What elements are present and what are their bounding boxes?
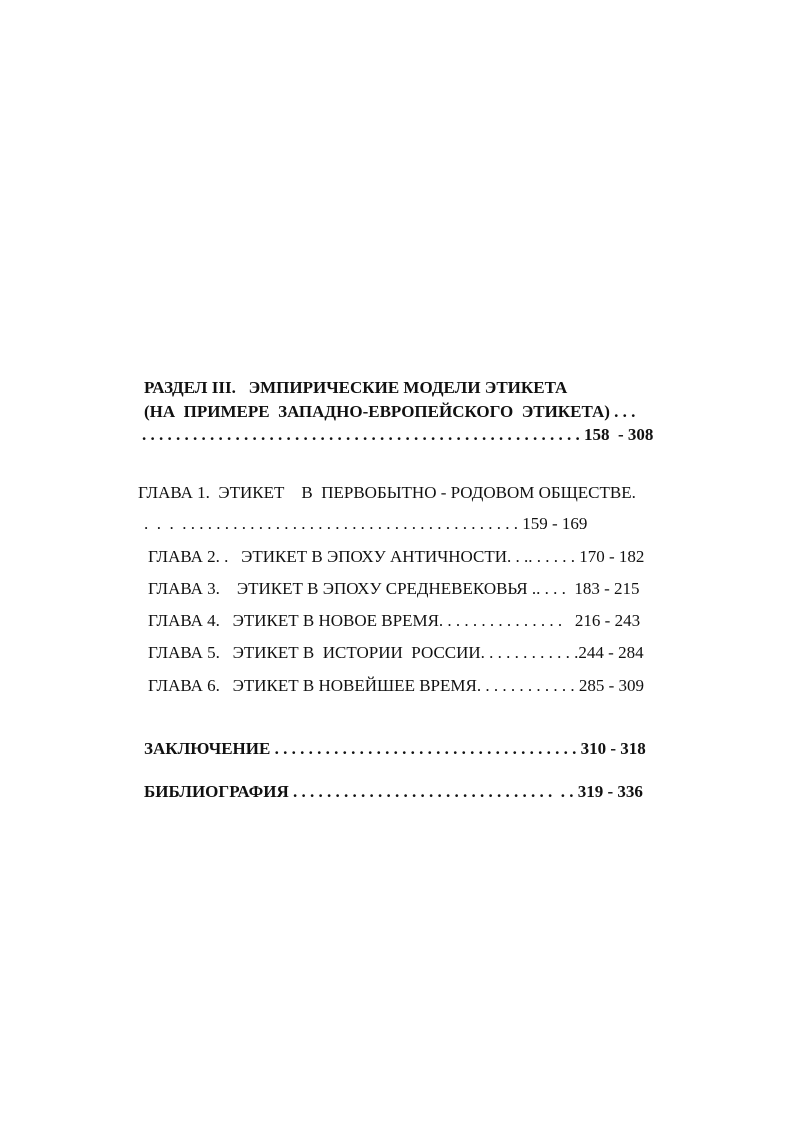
chapter-1-page-range: . . . . . . . . . . . . . . . . . . . . . . . . . . . . . . . . . . . . . . . . . . . 159 - 169	[144, 514, 588, 533]
chapter-4-entry: ГЛАВА 4. ЭТИКЕТ В НОВОЕ ВРЕМЯ. . . . . . . . . . . . . . . 216 - 243	[148, 611, 641, 630]
bibliography-entry: БИБЛИОГРАФИЯ . . . . . . . . . . . . . . . . . . . . . . . . . . . . . . . . . 319 - 336	[144, 782, 643, 801]
chapter-3-entry: ГЛАВА 3. ЭТИКЕТ В ЭПОХУ СРЕДНЕВЕКОВЬЯ .. . . . 183 - 215	[148, 579, 640, 598]
section-title: РАЗДЕЛ III. ЭМПИРИЧЕСКИЕ МОДЕЛИ ЭТИКЕТА	[144, 378, 568, 397]
chapter-5-entry: ГЛАВА 5. ЭТИКЕТ В ИСТОРИИ РОССИИ. . . . . . . . . . . .244 - 284	[148, 643, 644, 662]
chapter-6-entry: ГЛАВА 6. ЭТИКЕТ В НОВЕЙШЕЕ ВРЕМЯ. . . . . . . . . . . . 285 - 309	[148, 676, 644, 695]
section-subtitle: (НА ПРИМЕРЕ ЗАПАДНО-ЕВРОПЕЙСКОГО ЭТИКЕТА) . . .	[144, 402, 636, 421]
chapter-2-entry: ГЛАВА 2. . ЭТИКЕТ В ЭПОХУ АНТИЧНОСТИ. . .. . . . . . 170 - 182	[148, 547, 645, 566]
conclusion-entry: ЗАКЛЮЧЕНИЕ . . . . . . . . . . . . . . . . . . . . . . . . . . . . . . . . . . . . 310 - 318	[144, 739, 646, 758]
chapter-1-title: ГЛАВА 1. ЭТИКЕТ В ПЕРВОБЫТНО - РОДОВОМ ОБЩЕСТВЕ.	[138, 483, 636, 502]
section-page-range: . . . . . . . . . . . . . . . . . . . . . . . . . . . . . . . . . . . . . . . . . . . . . . . . . . . . 158 - 308	[142, 425, 654, 444]
